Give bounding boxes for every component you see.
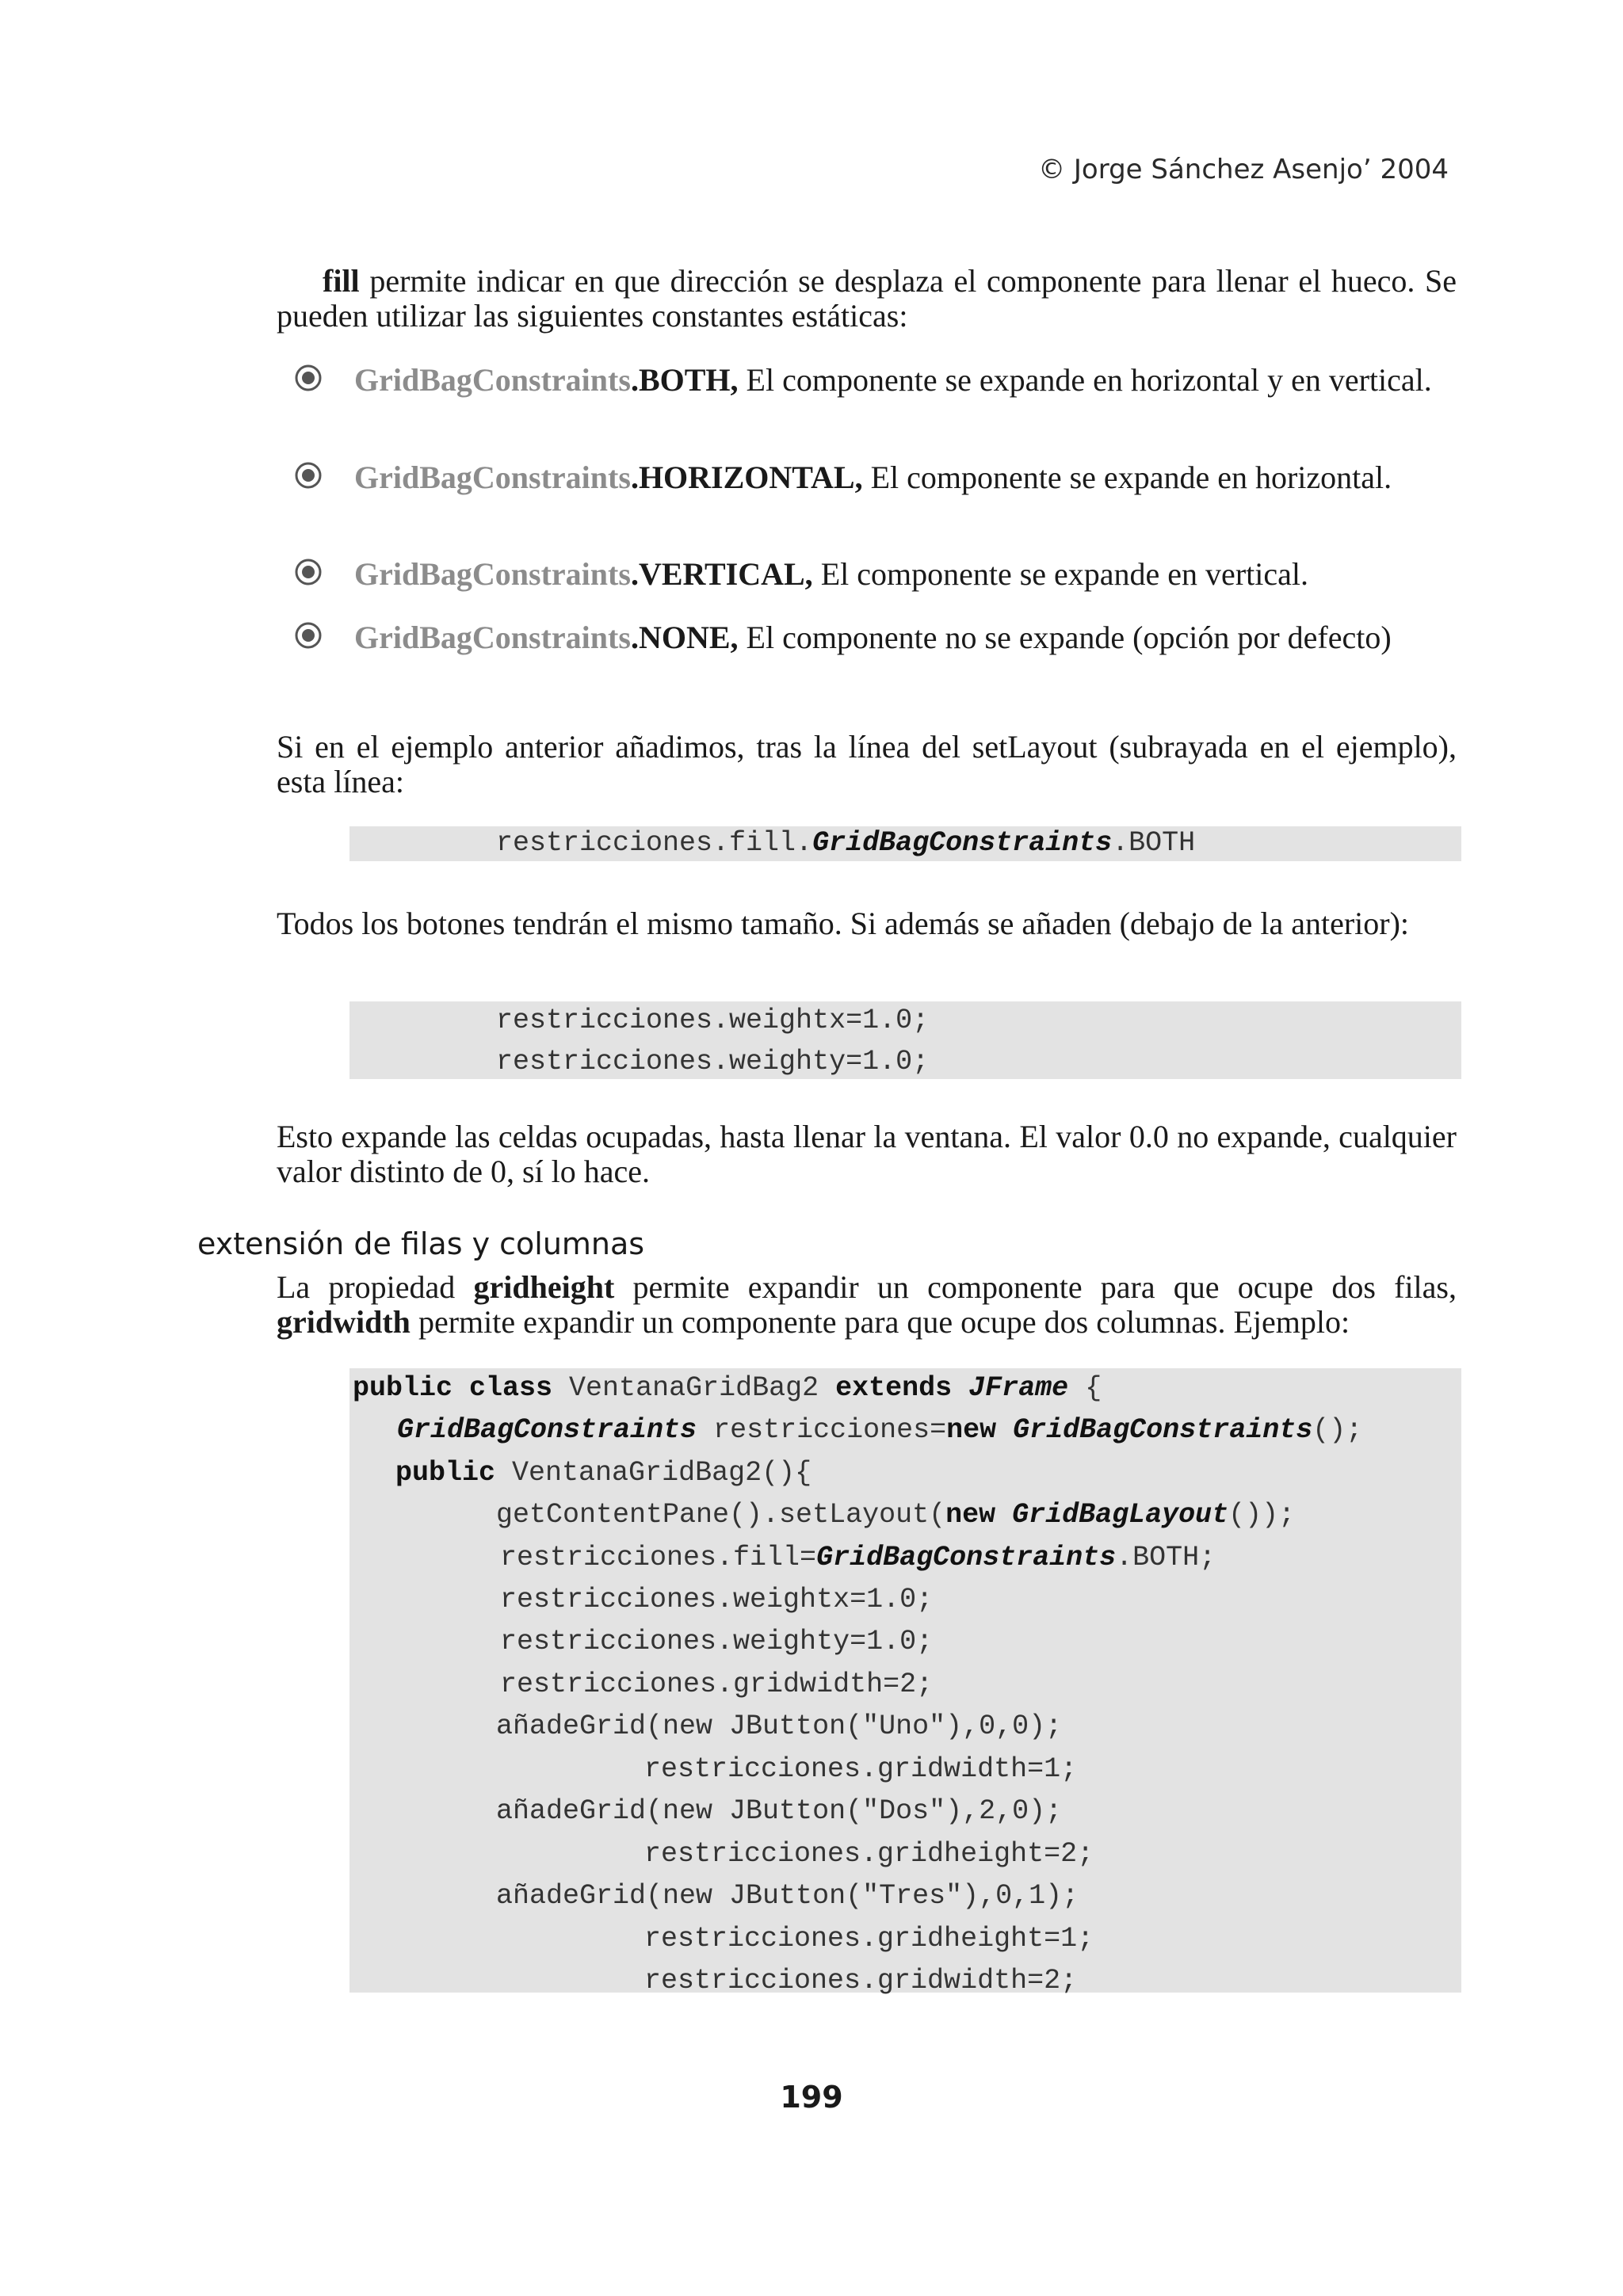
bullet-none (354, 620, 1457, 655)
bullet-constant: .BOTH, (630, 362, 739, 398)
code-line: restricciones.gridheight=1; (644, 1923, 1094, 1955)
code-block-weight (349, 1001, 1461, 1079)
code-line: añadeGrid(new JButton("Dos"),2,0); (496, 1795, 1063, 1827)
paragraph-gridheight: La propiedad gridheight permite expandir un componente para que ocupe dos filas, gridwidth permite expandir un componente para que ocupe dos columnas. Ejemplo: (277, 1269, 1457, 1340)
page-number: 199 (780, 2080, 843, 2115)
code-line: restricciones.gridwidth=2; (644, 1965, 1078, 1997)
code-line: restricciones.gridheight=2; (644, 1838, 1094, 1870)
radio-bullet-icon (293, 460, 323, 490)
code-line: public VentanaGridBag2(){ (395, 1457, 812, 1489)
bullet-both (354, 363, 1457, 398)
intro-paragraph (277, 264, 1457, 334)
code-line: restricciones.gridwidth=1; (644, 1753, 1078, 1785)
paragraph-setlayout: Si en el ejemplo anterior añadimos, tras la línea del setLayout (subrayada en el ejemplo), esta línea: (277, 729, 1457, 799)
bullet-desc: El componente se expande en horizontal y en vertical. (738, 362, 1432, 398)
code-block-fill (349, 826, 1461, 861)
term-gridheight: gridheight (473, 1269, 615, 1305)
bullet-desc: El componente se expande en vertical. (812, 556, 1308, 592)
bullet-vertical (354, 557, 1457, 592)
code-line: restricciones.weighty=1.0; (496, 1046, 930, 1077)
paragraph-expande: Esto expande las celdas ocupadas, hasta llenar la ventana. El valor 0.0 no expande, cualquier valor distinto de 0, sí lo hace. (277, 1119, 1457, 1189)
term-gridwidth: gridwidth (277, 1304, 411, 1340)
bullet-prefix: GridBagConstraints (354, 556, 631, 592)
bullet-constant: .NONE, (630, 620, 739, 655)
section-subheading: extensión de filas y columnas (197, 1226, 645, 1261)
bullet-desc: El componente se expande en horizontal. (862, 460, 1392, 495)
code-line: restricciones.gridwidth=2; (500, 1669, 934, 1700)
radio-bullet-icon (293, 557, 323, 587)
radio-bullet-icon (293, 620, 323, 650)
paragraph-botones: Todos los botones tendrán el mismo tamaño. Si además se añaden (debajo de la anterior): (277, 906, 1410, 941)
code-line: añadeGrid(new JButton("Uno"),0,0); (496, 1711, 1063, 1742)
term-fill: fill (323, 263, 360, 299)
code-block-example (349, 1368, 1461, 1997)
bullet-prefix: GridBagConstraints (354, 460, 631, 495)
code-line: getContentPane().setLayout(new GridBagLayout()); (496, 1499, 1296, 1531)
code-line: GridBagConstraints restricciones=new GridBagConstraints(); (397, 1414, 1363, 1446)
bullet-constant: .VERTICAL, (630, 556, 813, 592)
radio-bullet-icon (293, 363, 323, 393)
bullet-prefix: GridBagConstraints (354, 620, 631, 655)
code-line: restricciones.weightx=1.0; (496, 1005, 930, 1036)
code-line: restricciones.fill.GridBagConstraints.BOTH (496, 827, 1196, 859)
bullet-constant: .HORIZONTAL, (630, 460, 863, 495)
bullet-horizontal (354, 460, 1457, 495)
code-line: añadeGrid(new JButton("Tres"),0,1); (496, 1880, 1079, 1912)
intro-text: permite indicar en que dirección se desplaza el componente para llenar el hueco. Se pueden utilizar las siguientes constantes estáticas: (277, 263, 1457, 334)
code-line: restricciones.weighty=1.0; (500, 1626, 934, 1657)
code-line: restricciones.fill=GridBagConstraints.BOTH; (500, 1542, 1216, 1573)
bullet-prefix: GridBagConstraints (354, 362, 631, 398)
code-line: restricciones.weightx=1.0; (500, 1584, 934, 1615)
bullet-desc: El componente no se expande (opción por defecto) (738, 620, 1392, 655)
page-header-copyright: © Jorge Sánchez Asenjo’ 2004 (1038, 154, 1449, 185)
code-line: public class VentanaGridBag2 extends JFrame { (353, 1372, 1102, 1404)
